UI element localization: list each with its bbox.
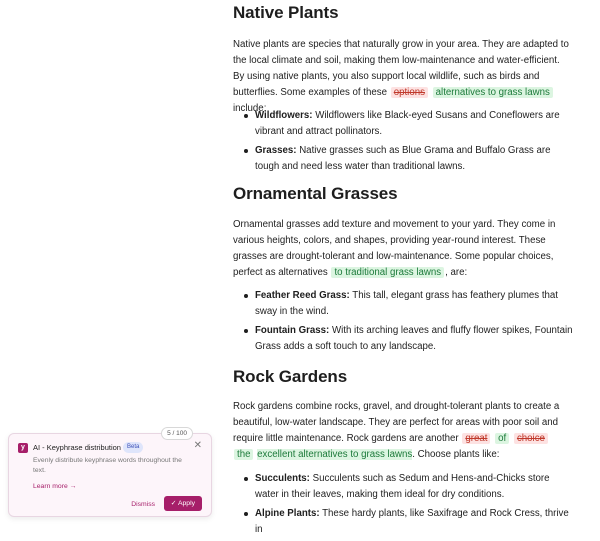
list-item	[255, 288, 575, 320]
suggestion-insertion[interactable]: of	[495, 433, 509, 444]
section-paragraph-rock-gardens	[233, 399, 573, 463]
usage-counter-badge: 5 / 100	[161, 427, 193, 440]
section-paragraph-native-plants	[233, 37, 573, 117]
list-item	[255, 471, 575, 503]
list-item	[255, 108, 575, 140]
section-heading-native-plants: Native Plants	[233, 3, 339, 22]
paragraph-text: Ornamental grasses add texture and movement to your yard. They come in various heights, colors, and shapes, providing year-round interest. These grasses are drought-tolerant and low-maintenance. Some popular choices, perfect as alternatives	[233, 219, 556, 278]
list-native-plants	[233, 108, 575, 178]
paragraph-text: , are:	[445, 267, 468, 278]
learn-more-link[interactable]: Learn more →	[33, 483, 77, 490]
list-item	[255, 323, 575, 355]
list-item-text: Succulents such as Sedum and Hens-and-Chicks store water in their leaves, making them ideal for dry conditions.	[255, 473, 550, 500]
section-heading-rock-gardens: Rock Gardens	[233, 367, 348, 386]
list-item-term: Alpine Plants:	[255, 508, 320, 519]
list-item-term: Succulents:	[255, 473, 310, 484]
ai-keyphrase-panel	[8, 430, 212, 517]
paragraph-text: . Choose plants like:	[412, 449, 500, 460]
suggestion-insertion[interactable]: excellent alternatives to grass lawns	[257, 449, 413, 460]
suggestion-deletion[interactable]: choice	[514, 433, 548, 444]
beta-badge: Beta	[123, 442, 143, 453]
list-item-term: Fountain Grass:	[255, 325, 330, 336]
panel-description: Evenly distribute keyphrase words throughout the text.	[33, 457, 182, 474]
dismiss-button[interactable]: Dismiss	[131, 501, 155, 508]
list-item-text: This tall, elegant grass has feathery plumes that sway in the wind.	[255, 290, 558, 317]
list-item-term: Grasses:	[255, 145, 297, 156]
list-item-term: Feather Reed Grass:	[255, 290, 350, 301]
suggestion-insertion[interactable]: to traditional grass lawns	[331, 267, 444, 278]
list-item	[255, 506, 575, 538]
suggestion-deletion[interactable]: great	[462, 433, 490, 444]
suggestion-deletion[interactable]: options	[391, 87, 428, 98]
list-rock-gardens	[233, 471, 575, 541]
yoast-logo-icon: y	[18, 443, 28, 453]
section-paragraph-ornamental-grasses	[233, 217, 568, 281]
list-ornamental-grasses	[233, 288, 575, 358]
list-item-text: With its arching leaves and fluffy flower spikes, Fountain Grass adds a soft touch to any landscape.	[255, 325, 573, 352]
suggestion-insertion[interactable]: alternatives to grass lawns	[433, 87, 553, 98]
paragraph-text: include:	[233, 103, 267, 114]
list-item-text: These hardy plants, like Saxifrage and Rock Cress, thrive in	[255, 508, 569, 535]
section-heading-ornamental-grasses: Ornamental Grasses	[233, 184, 398, 203]
suggestion-insertion[interactable]: the	[234, 449, 253, 460]
list-item-term: Wildflowers:	[255, 110, 313, 121]
paragraph-text: Rock gardens combine rocks, gravel, and drought-tolerant plants to create a beautiful, low-water landscape. They are perfect for areas with poor soil and require little maintenance. Rock gardens are another	[233, 401, 560, 444]
panel-title: AI - Keyphrase distribution	[33, 443, 121, 452]
list-item-text: Wildflowers like Black-eyed Susans and Coneflowers are vibrant and attract pollinators.	[255, 110, 560, 137]
list-item	[255, 143, 575, 175]
apply-button[interactable]: ✓ Apply	[164, 496, 202, 511]
paragraph-text: Native plants are species that naturally grow in your area. They are adapted to the local climate and soil, making them low-maintenance and water-efficient. By using native plants, you also support local wildlife, such as birds and butterflies. Some examples of these	[233, 39, 569, 98]
list-item-text: Native grasses such as Blue Grama and Buffalo Grass are tough and need less water than traditional lawns.	[255, 145, 551, 172]
close-icon[interactable]: ✕	[193, 440, 202, 451]
